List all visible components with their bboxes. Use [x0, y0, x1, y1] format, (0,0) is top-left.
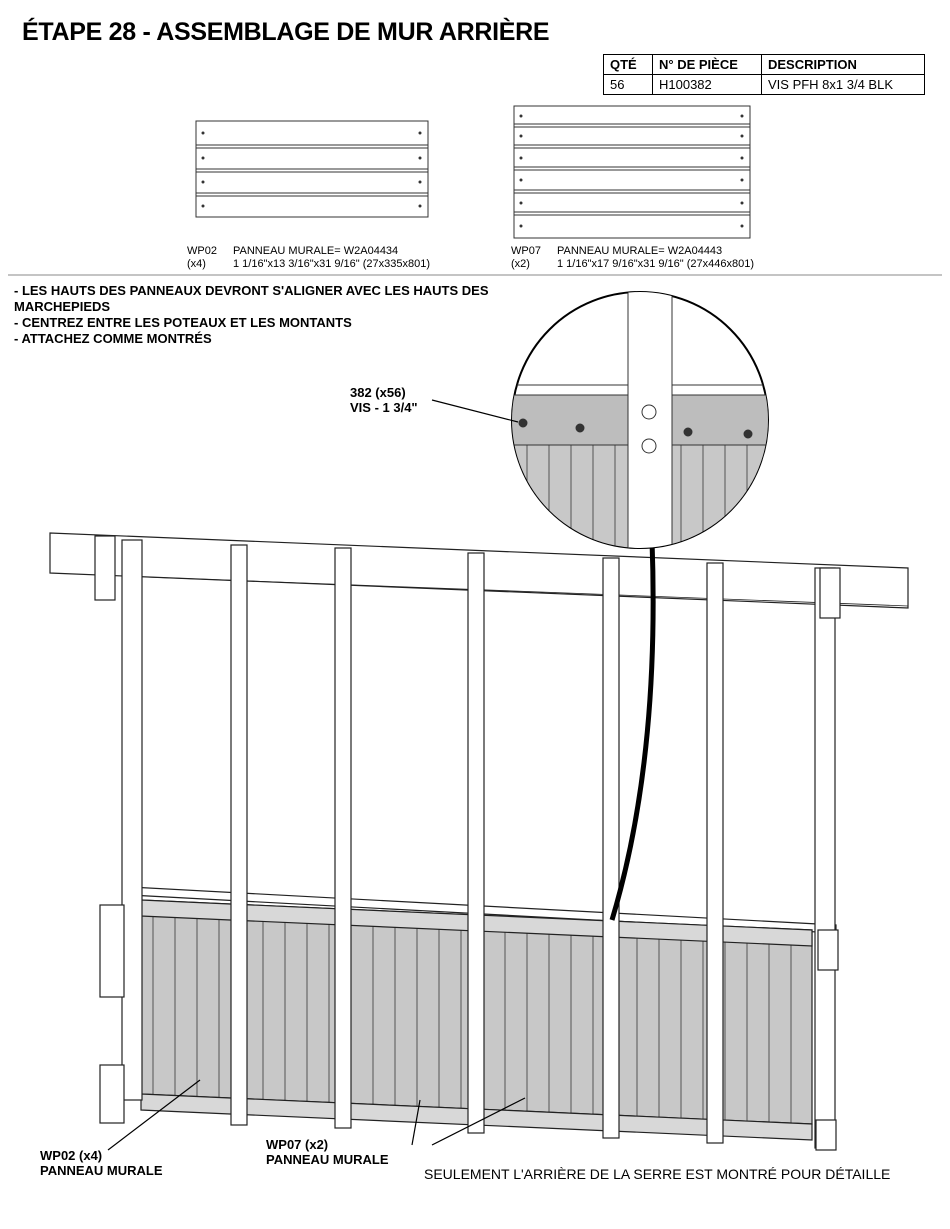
header-part-number: N° DE PIÈCE [653, 55, 762, 75]
page-title: ÉTAPE 28 - ASSEMBLAGE DE MUR ARRIÈRE [22, 18, 550, 46]
wp07-caption: WP07 PANNEAU MURALE= W2A04443 (x2) 1 1/16"x17 9/16"x31 9/16" (27x446x801) [511, 245, 755, 270]
wp07-callout: WP07 (x2) PANNEAU MURALE [266, 1137, 389, 1167]
screw-callout-arrow [432, 400, 518, 422]
footnote: SEULEMENT L'ARRIÈRE DE LA SERRE EST MONTRÉ POUR DÉTAILLE [424, 1166, 891, 1182]
note-line: - LES HAUTS DES PANNEAUX DEVRONT S'ALIGNER AVEC LES HAUTS DES [14, 283, 489, 298]
screw-detail-magnifier [510, 280, 782, 560]
wp02-caption: WP02 PANNEAU MURALE= W2A04434 (x4) 1 1/16"x13 3/16"x31 9/16" (27x335x801) [187, 245, 431, 270]
cell-qty: 56 [604, 75, 653, 95]
wp02-panel-drawing [196, 121, 428, 217]
header-description: DESCRIPTION [762, 55, 925, 75]
assembly-notes [14, 283, 489, 347]
header-qty: QTÉ [604, 55, 653, 75]
screw-callout: 382 (x56) VIS - 1 3/4" [350, 385, 418, 415]
cell-description: VIS PFH 8x1 3/4 BLK [762, 75, 925, 95]
back-wall-assembly [50, 533, 908, 1150]
wp07-panel-drawing [514, 106, 750, 238]
note-line: - ATTACHEZ COMME MONTRÉS [14, 331, 212, 346]
wp02-callout: WP02 (x4) PANNEAU MURALE [40, 1148, 163, 1178]
note-line: MARCHEPIEDS [14, 299, 111, 314]
cell-part-number: H100382 [653, 75, 762, 95]
note-line: - CENTREZ ENTRE LES POTEAUX ET LES MONTANTS [14, 315, 352, 330]
